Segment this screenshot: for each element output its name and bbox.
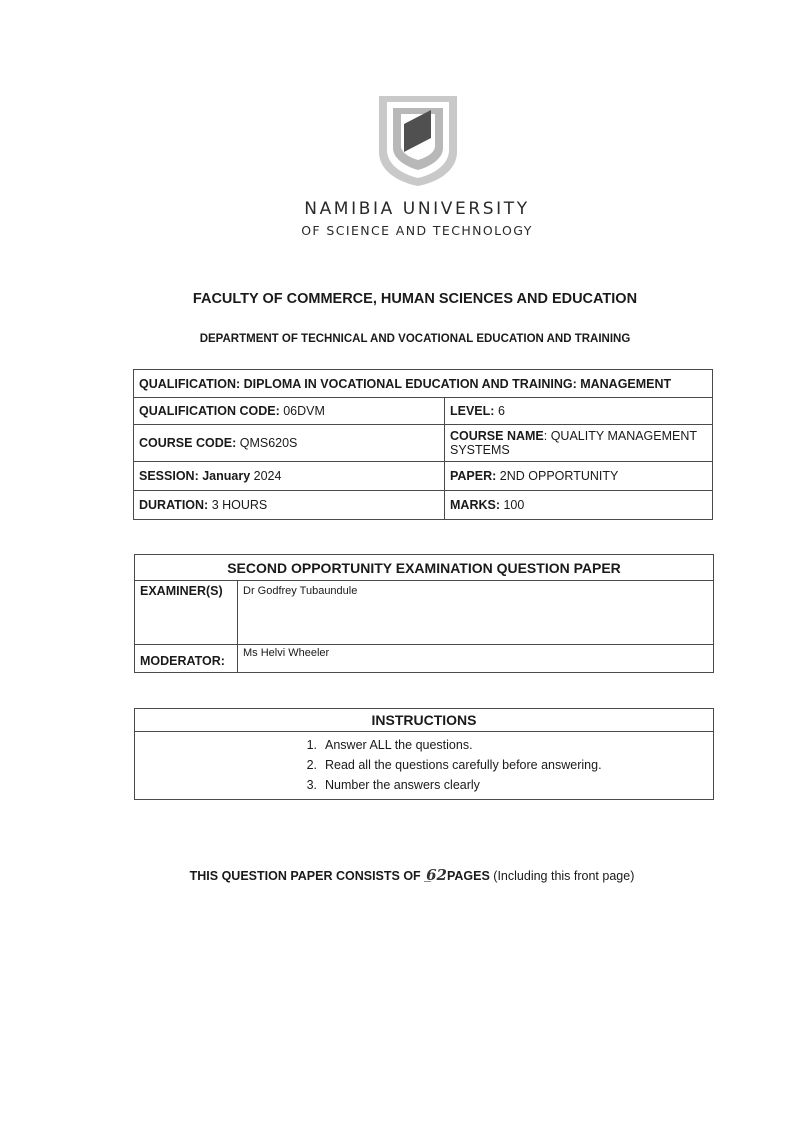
marks-label: MARKS: <box>450 498 500 512</box>
duration-label: DURATION: <box>139 498 209 512</box>
qualification-value: DIPLOMA IN VOCATIONAL EDUCATION AND TRAINING: MANAGEMENT <box>243 376 672 391</box>
duration-value: 3 HOURS <box>211 498 268 512</box>
page-count-suffix: PAGES <box>446 869 490 883</box>
marks-cell <box>445 491 713 520</box>
paper-value: 2ND OPPORTUNITY <box>499 469 619 483</box>
session-cell <box>134 462 445 491</box>
page-count-prefix: THIS QUESTION PAPER CONSISTS OF _ <box>189 869 432 883</box>
course-code-label: COURSE CODE: <box>139 436 237 450</box>
paper-cell <box>445 462 713 491</box>
instruction-number: 2. <box>306 758 317 772</box>
course-code-cell <box>134 425 445 462</box>
instructions-list-cell <box>135 732 714 800</box>
instruction-item <box>295 755 713 775</box>
examiner-value: Dr Godfrey Tubaundule <box>238 581 714 645</box>
exam-title: SECOND OPPORTUNITY EXAMINATION QUESTION PAPER <box>135 555 714 581</box>
examination-table <box>134 554 714 673</box>
nust-shield-logo <box>373 94 463 186</box>
qualification-code-cell <box>134 398 445 425</box>
page-count-tail: (Including this front page) <box>489 869 635 883</box>
qualification-code-label: QUALIFICATION CODE: <box>139 404 280 418</box>
instruction-text: Answer ALL the questions. <box>325 738 473 752</box>
paper-label: PAPER: <box>450 469 497 483</box>
instructions-table <box>134 708 714 800</box>
department-heading: DEPARTMENT OF TECHNICAL AND VOCATIONAL EDUCATION AND TRAINING <box>199 333 631 345</box>
instruction-number: 3. <box>306 778 317 792</box>
instruction-item <box>295 735 713 755</box>
instruction-item <box>295 775 713 795</box>
session-label: SESSION: January <box>139 469 251 483</box>
level-label: LEVEL: <box>450 404 495 418</box>
course-details-table <box>133 369 713 520</box>
page-count-value: 62 <box>426 866 447 884</box>
faculty-heading: FACULTY OF COMMERCE, HUMAN SCIENCES AND EDUCATION <box>192 291 638 307</box>
course-code-value: QMS620S <box>239 436 298 450</box>
course-name-cell <box>445 425 713 462</box>
course-name-label: COURSE NAME <box>450 429 544 443</box>
page-count-note <box>0 866 794 884</box>
level-cell <box>445 398 713 425</box>
instructions-list <box>295 735 713 795</box>
course-name-value: : QUALITY MANAGEMENT SYSTEMS <box>450 429 697 457</box>
examiner-label: EXAMINER(S) <box>135 581 238 645</box>
qualification-code-value: 06DVM <box>283 404 325 418</box>
instruction-text: Number the answers clearly <box>325 778 480 792</box>
duration-cell <box>134 491 445 520</box>
moderator-label: MODERATOR: <box>135 645 238 673</box>
session-value: 2024 <box>253 469 282 483</box>
moderator-value: Ms Helvi Wheeler <box>238 645 714 673</box>
university-name: NAMIBIA UNIVERSITY <box>304 199 530 219</box>
university-subtitle: OF SCIENCE AND TECHNOLOGY <box>301 223 533 238</box>
instructions-title: INSTRUCTIONS <box>135 709 714 732</box>
instruction-number: 1. <box>306 738 317 752</box>
level-value: 6 <box>497 404 505 418</box>
marks-value: 100 <box>503 498 525 512</box>
instruction-text: Read all the questions carefully before answering. <box>325 758 602 772</box>
qualification-cell <box>134 370 713 398</box>
qualification-label: QUALIFICATION: <box>139 376 241 391</box>
